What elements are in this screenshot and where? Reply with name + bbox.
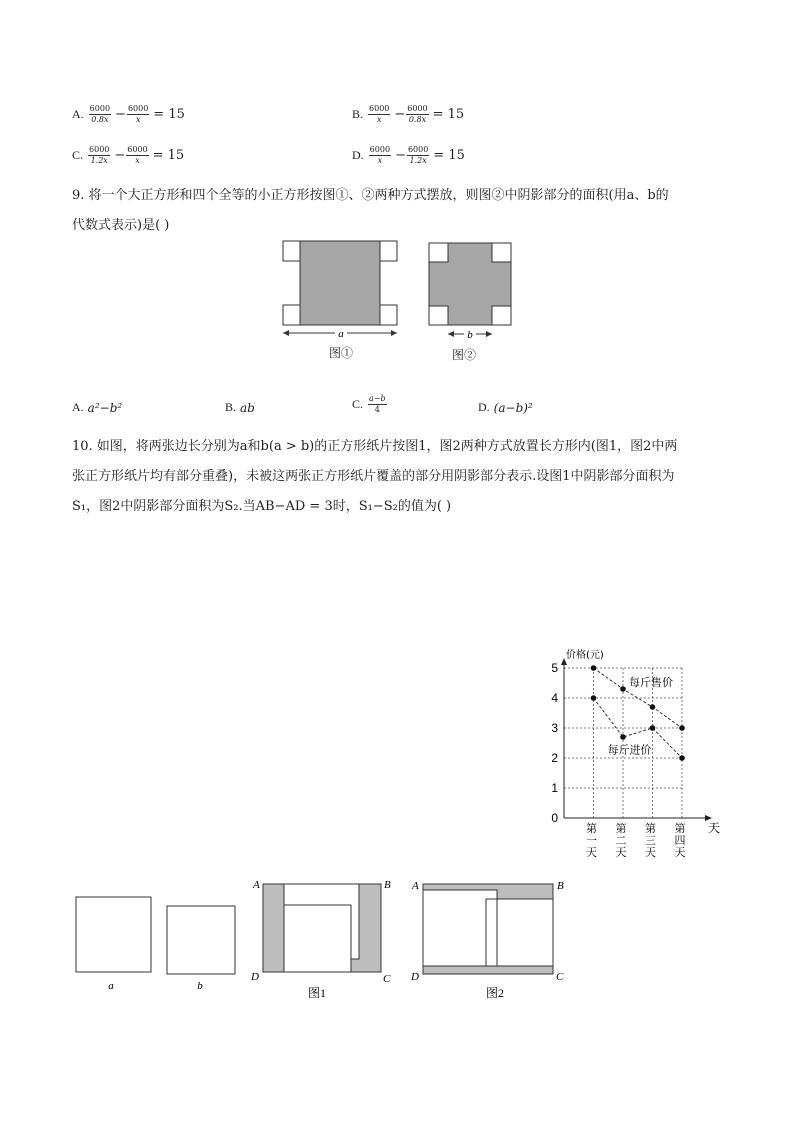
x-tick-label: 第	[615, 822, 627, 835]
corner-C: C	[556, 971, 564, 983]
option-label: D.	[352, 148, 364, 162]
small-square-tr	[492, 243, 511, 262]
data-point	[650, 725, 656, 731]
option-label: C.	[352, 397, 364, 411]
arrow-left	[283, 330, 289, 336]
data-point	[620, 734, 626, 740]
x-tick-label: 天	[615, 846, 627, 859]
chart-labels	[551, 648, 720, 859]
equation-rhs: = 15	[433, 148, 465, 163]
x-tick-label: 天	[674, 846, 686, 859]
q9-option-a[interactable]	[72, 400, 122, 415]
x-tick-label: 三	[645, 834, 656, 847]
equation-rhs: = 15	[153, 107, 185, 122]
x-tick-label: 四	[674, 834, 686, 847]
x-axis-label: 天	[708, 821, 721, 835]
dimension-label-b: b	[467, 329, 473, 341]
q10-stem-line1: 10. 如图，将两张边长分别为a和b(a > b)的正方形纸片按图1，图2两种方式放置长方形内(图1，图2中两	[72, 439, 678, 454]
square-b	[167, 906, 235, 974]
small-square-br	[492, 306, 511, 325]
data-point	[650, 704, 656, 710]
y-axis-label: 价格(元)	[566, 650, 604, 661]
y-tick-label: 1	[551, 781, 558, 795]
option-label: C.	[72, 148, 84, 162]
small-square-bl	[429, 306, 448, 325]
square-b-label: b	[197, 980, 203, 992]
fraction: $\frac{6000}{1.2x}$	[407, 145, 429, 165]
fraction: $\frac{6000}{1.2x}$	[89, 145, 110, 165]
option-label: A.	[72, 400, 84, 414]
big-square-shaded	[300, 241, 380, 325]
option-label: A.	[72, 107, 84, 121]
x-tick-label: 第	[645, 822, 656, 835]
cost-price-label: 每斤进价	[607, 743, 652, 757]
square-b-placed	[486, 899, 553, 966]
data-point	[620, 686, 626, 692]
small-square-tr	[380, 241, 397, 261]
q10-figure-2	[406, 874, 574, 1002]
option-label: D.	[478, 400, 490, 414]
x-tick-label: 一	[586, 834, 597, 847]
fraction: $\frac{6000}{x}$	[369, 145, 391, 165]
small-square-bl	[283, 305, 300, 325]
q9-option-d[interactable]	[478, 400, 533, 415]
corner-A: A	[412, 880, 419, 892]
y-tick-label: 2	[551, 751, 558, 765]
option-label: B.	[352, 107, 364, 121]
arrow-right	[486, 331, 492, 337]
corner-D: D	[411, 971, 419, 983]
data-point	[679, 725, 685, 731]
y-tick-label: 3	[551, 721, 558, 735]
q10-stem-line3: S₁，图2中阴影部分面积为S₂.当AB−AD = 3时，S₁−S₂的值为( )	[72, 499, 452, 514]
square-b-placed	[284, 905, 351, 972]
q8-option-b[interactable]: B. $\frac{6000}{x}$ − $\frac{6000}{0.8x}$ = 15	[352, 104, 465, 124]
q9-figure-1	[278, 238, 406, 342]
square-b-figure	[165, 904, 239, 996]
corner-C: C	[383, 973, 391, 985]
data-point	[591, 695, 597, 701]
q9-stem-line1: 9. 将一个大正方形和四个全等的小正方形按图①、②两种方式摆放，则图②中阴影部分的面积(用a、b的	[72, 188, 669, 203]
fraction: $\frac{a-b}{4}$	[369, 394, 386, 414]
square-a	[76, 897, 151, 972]
corner-B: B	[557, 880, 564, 892]
fraction: $\frac{6000}{x}$	[127, 145, 148, 165]
data-point	[591, 665, 597, 671]
q8-option-d[interactable]: D. $\frac{6000}{x}$ − $\frac{6000}{1.2x}$ = 15	[352, 145, 465, 165]
equation-rhs: = 15	[152, 148, 185, 163]
equation-rhs: = 15	[432, 107, 465, 122]
q9-fig2-caption: 图②	[452, 348, 477, 362]
arrow-right	[391, 330, 397, 336]
option-text: (a−b)²	[493, 400, 533, 415]
fig2-caption: 图2	[486, 986, 505, 1000]
fig1-caption: 图1	[308, 986, 327, 1000]
q10-figure-1	[246, 874, 400, 1002]
x-tick-label: 第	[674, 822, 686, 835]
x-tick-label: 天	[586, 846, 597, 859]
small-square-tl	[429, 243, 448, 262]
small-square-tl	[283, 241, 300, 261]
fraction: $\frac{6000}{x}$	[127, 104, 149, 124]
fraction: $\frac{6000}{x}$	[369, 104, 390, 124]
option-text: ab	[240, 400, 255, 415]
x-tick-label: 第	[586, 822, 597, 835]
corner-B: B	[384, 879, 391, 891]
q10-stem-line2: 张正方形纸片均有部分重叠)，未被这两张正方形纸片覆盖的部分用阴影部分表示.设图1中阴影部分面积为	[72, 469, 675, 484]
q8-option-a[interactable]: A. $\frac{6000}{0.8x}$ − $\frac{6000}{x}$ = 15	[72, 104, 185, 124]
x-tick-label: 二	[615, 834, 627, 847]
fraction: $\frac{6000}{0.8x}$	[89, 104, 111, 124]
fraction: $\frac{6000}{0.8x}$	[407, 104, 428, 124]
option-text: a²−b²	[87, 400, 123, 415]
dimension-label-a: a	[338, 328, 344, 340]
sell-price-label: 每斤售价	[629, 676, 673, 689]
q9-figure-2	[424, 238, 516, 342]
q9-stem-line2: 代数式表示)是( )	[72, 218, 170, 233]
square-a-label: a	[108, 980, 114, 992]
square-a-figure	[74, 895, 154, 995]
data-point	[679, 755, 685, 761]
option-label: B.	[225, 400, 237, 414]
corner-D: D	[251, 971, 259, 983]
q9-option-b[interactable]	[225, 400, 255, 415]
price-chart	[530, 640, 740, 870]
q9-option-c[interactable]	[352, 394, 388, 415]
q8-option-c[interactable]: C. $\frac{6000}{1.2x}$ − $\frac{6000}{x}$ = 15	[72, 145, 185, 165]
arrow-left	[448, 331, 454, 337]
y-tick-label: 0	[551, 811, 558, 825]
corner-A: A	[253, 879, 260, 891]
x-tick-label: 天	[645, 846, 656, 859]
y-tick-label: 4	[551, 691, 558, 705]
y-tick-label: 5	[551, 661, 558, 675]
q9-fig1-caption: 图①	[329, 346, 354, 360]
small-square-br	[380, 305, 397, 325]
